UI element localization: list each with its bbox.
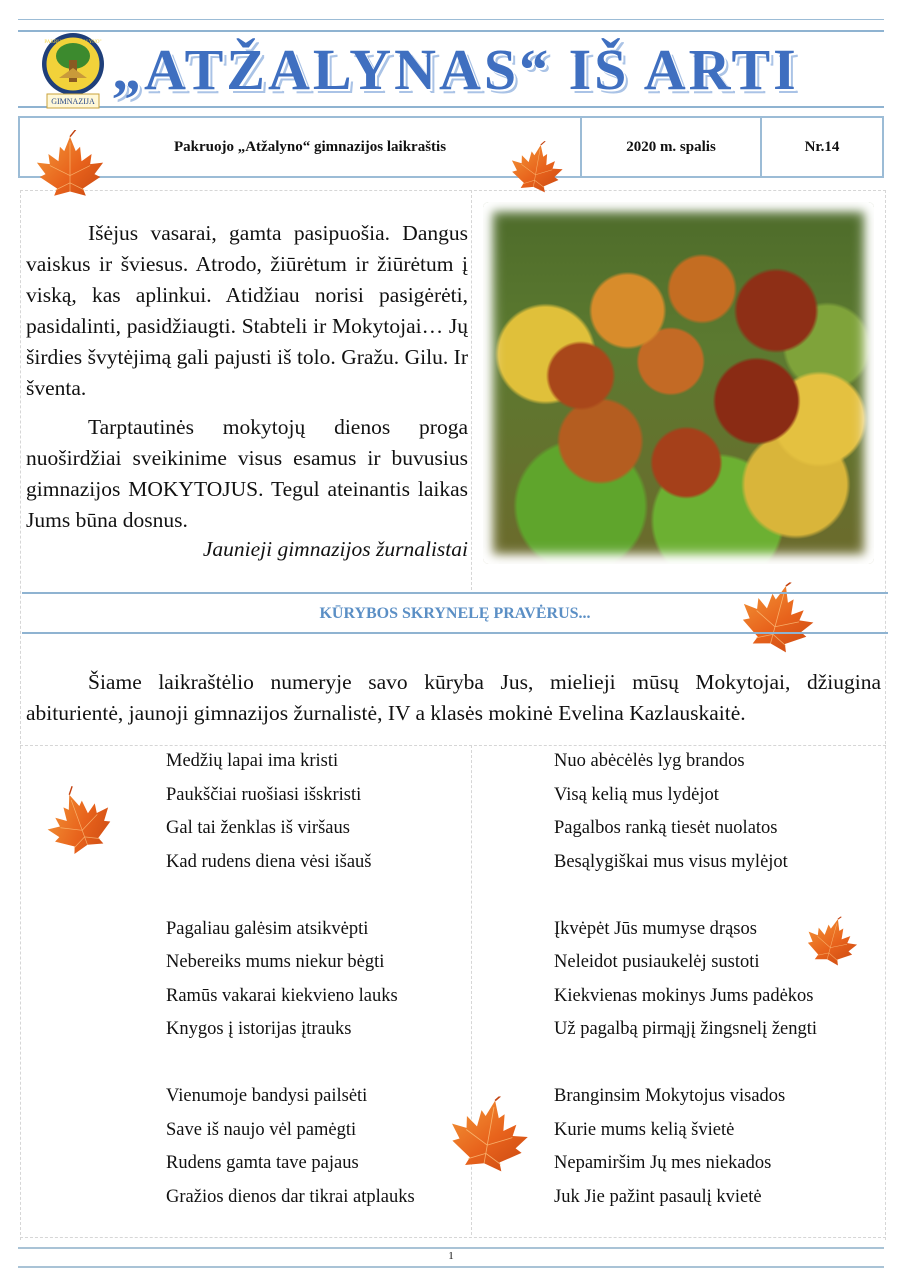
poem-line: Save iš naujo vėl pamėgti xyxy=(166,1119,357,1140)
poem-line: Paukščiai ruošiasi išskristi xyxy=(166,784,362,805)
poem-line: Pagaliau galėsim atsikvėpti xyxy=(166,918,369,939)
poem-left-column xyxy=(166,745,415,1248)
poem-line: Kurie mums kelią švietė xyxy=(554,1119,735,1140)
section-lead xyxy=(26,667,881,729)
poem-line: Kiekvienas mokinys Jums padėkos xyxy=(554,985,814,1006)
info-bar xyxy=(18,116,884,178)
section-heading: KŪRYBOS SKRYNELĘ PRAVĖRUS... xyxy=(22,592,888,634)
leaf-rose-bouquet-photo xyxy=(483,202,874,564)
poem-line: Besąlygiškai mus visus mylėjot xyxy=(554,851,788,872)
maple-leaf-icon xyxy=(34,130,106,214)
maple-leaf-icon xyxy=(433,1087,544,1194)
maple-leaf-icon xyxy=(33,775,128,880)
poem-stanza xyxy=(166,913,415,1047)
poem-stanza xyxy=(554,913,817,1047)
poem-line: Pagalbos ranką tiesėt nuolatos xyxy=(554,818,778,838)
page-footer xyxy=(18,1247,884,1268)
logo-ribbon-text: GIMNAZIJA xyxy=(51,97,95,106)
poem-line: Rudens gamta tave pajaus xyxy=(166,1153,359,1173)
poem-line: Juk Jie pažint pasaulį kvietė xyxy=(554,1186,762,1207)
guide-line xyxy=(471,190,472,590)
poem-line: Gal tai ženklas iš viršaus xyxy=(166,818,350,838)
photo-vignette xyxy=(483,202,874,564)
poem-line: Nebereiks mums niekur bėgti xyxy=(166,952,385,972)
newspaper-title: „ATŽALYNAS“ IŠ ARTI xyxy=(112,37,799,102)
signature: Jaunieji gimnazijos žurnalistai xyxy=(202,537,468,561)
poem-line: Įkvėpėt Jūs mumyse drąsos xyxy=(554,918,757,939)
poem-stanza xyxy=(166,1080,415,1214)
guide-line xyxy=(885,190,886,1240)
poem-line: Knygos į istorijas įtrauks xyxy=(166,1019,352,1039)
guide-line xyxy=(20,190,21,1240)
poem-line: Už pagalbą pirmąjį žingsnelį žengti xyxy=(554,1019,818,1039)
logo-ring-text: PAKRUOJO "ATŽALYNO" xyxy=(44,40,102,45)
maple-leaf-icon xyxy=(503,136,569,209)
poem-stanza xyxy=(554,1080,817,1214)
issue-number: Nr.14 xyxy=(760,118,882,176)
poem-line: Ramūs vakarai kiekvieno lauks xyxy=(166,985,398,1006)
poem-line: Branginsim Mokytojus visados xyxy=(554,1086,786,1106)
guide-line xyxy=(20,190,886,191)
school-logo xyxy=(37,32,109,112)
page-number: 1 xyxy=(448,1250,454,1262)
poem-line: Nepamiršim Jų mes niekados xyxy=(554,1153,772,1173)
poem-line: Vienumoje bandysi pailsėti xyxy=(166,1086,368,1106)
poem-line: Nuo abėcėlės lyg brandos xyxy=(554,751,745,771)
poem-line: Kad rudens diena vėsi išauš xyxy=(166,851,372,872)
masthead-top-rule xyxy=(18,19,884,20)
lead-paragraph: Šiame laikraštėlio numeryje savo kūryba Jus, mielieji mūsų Mokytojai, džiugina abiturientė, jaunoji gimnazijos žurnalistė, IV a klasės mokinė Evelina Kazlauskaitė. xyxy=(26,670,881,725)
intro-text xyxy=(26,218,468,544)
poem-line: Medžių lapai ima kristi xyxy=(166,751,339,771)
poem-stanza xyxy=(166,745,415,879)
publication-name: Pakruojo „Atžalyno“ gimnazijos laikraštis xyxy=(173,138,447,155)
poem-stanza xyxy=(554,745,817,879)
intro-paragraph: Išėjus vasarai, gamta pasipuošia. Dangus vaiskus ir šviesus. Atrodo, žiūrėtum ir žiūrėtum į viską, kas aplinkui. Atidžiau norisi pasigėrėti, pasidalinti, pasidžiaugti. Stabteli ir Mokytojai… Jų širdies švytėjimą gali pajusti iš tolo. Gražu. Gilu. Ir šventa. xyxy=(26,221,468,400)
poem-line: Neleidot pusiaukelėj sustoti xyxy=(554,952,760,972)
intro-paragraph: Tarptautinės mokytojų dienos proga nuoširdžiai sveikinime visus esamus ir buvusius gimnazijos MOKYTOJUS. Tegul ateinantis laikas Jums būna dosnus. xyxy=(26,415,468,532)
issue-date: 2020 m. spalis xyxy=(580,118,760,176)
poem-line: Gražios dienos dar tikrai atplauks xyxy=(166,1186,415,1207)
poem-right-column xyxy=(554,745,817,1248)
poem-line: Visą kelią mus lydėjot xyxy=(554,784,719,805)
